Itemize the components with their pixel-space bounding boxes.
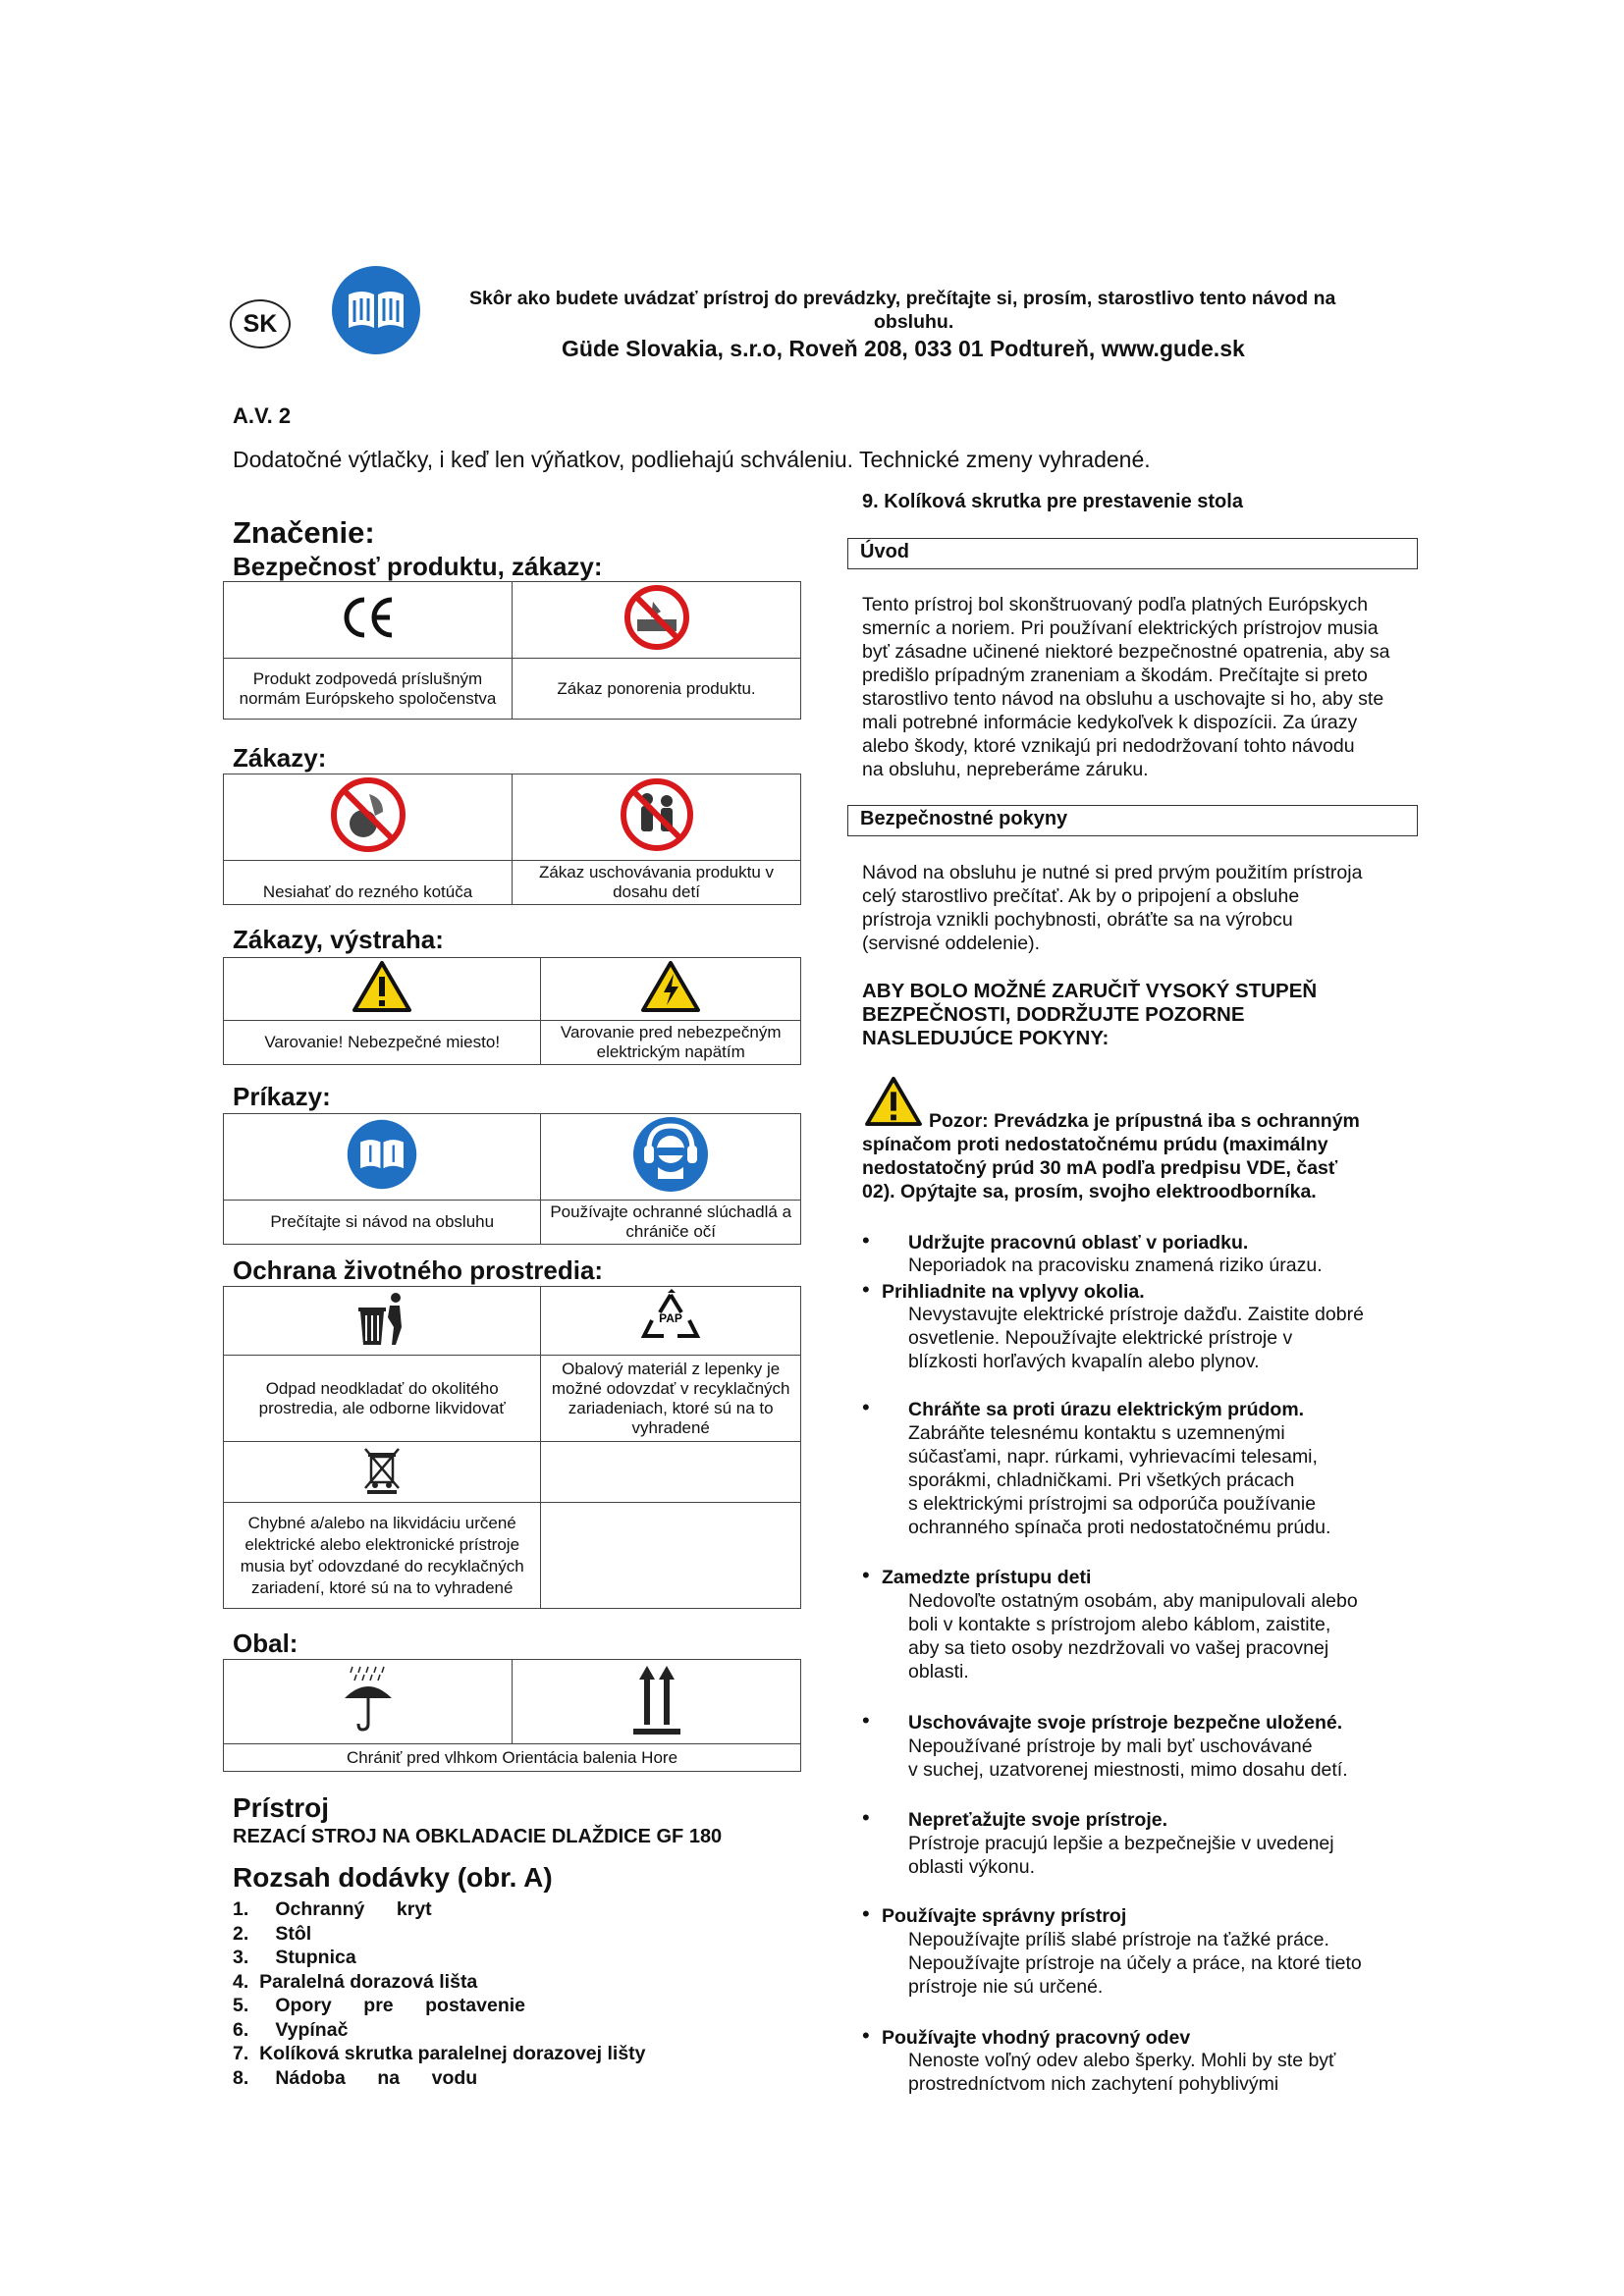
rule-title: Udržujte pracovnú oblasť v poriadku. [908, 1232, 1249, 1254]
no-touch-blade-icon [330, 776, 406, 853]
ce-label: Produkt zodpovedá príslušným normám Európskeho spoločenstva [224, 659, 513, 720]
read-cell [224, 1114, 541, 1201]
text-line: Neporiadok na pracovisku znamená riziko úrazu. [908, 1255, 1323, 1276]
text-line: predišlo prípadným zraneniam a škodám. Prečítajte si preto [862, 665, 1368, 686]
no-children-icon [620, 777, 694, 852]
header-company: Güde Slovakia, s.r.o, Roveň 208, 033 01 Podtureň, www.gude.sk [562, 336, 1245, 361]
heading-uvod: Úvod [847, 538, 1418, 569]
rule-title: Používajte vhodný pracovný odev [882, 2027, 1191, 2049]
item-9: 9. Kolíková skrutka pre prestavenie stola [862, 491, 1243, 512]
list-item: 4. Paralelná dorazová lišta [233, 1970, 478, 1993]
ear-label: Používajte ochranné slúchadlá a chrániče očí [541, 1201, 801, 1245]
text-line: Nepoužívajte prístroje na účely a práce, na ktoré tieto [908, 1952, 1362, 1974]
ce-cell [224, 582, 513, 659]
list-item: 6. Vypínač [233, 2018, 349, 2041]
weee-label: Chybné a/alebo na likvidáciu určené elektrické alebo elektronické prístroje musia byť odovzdané do recyklačných zariadení, ktoré sú na to vyhradené [224, 1503, 541, 1609]
lang-badge: SK [230, 299, 291, 348]
rule-title: Používajte správny prístroj [882, 1905, 1127, 1927]
intro-text: Dodatočné výtlačky, i keď len výňatkov, podliehajú schváleniu. Technické zmeny vyhradené. [233, 447, 1151, 472]
immersion-label: Zákaz ponorenia produktu. [513, 659, 801, 720]
bullet: • [862, 1395, 870, 1419]
bullet: • [862, 1805, 870, 1830]
text-line: Nevystavujte elektrické prístroje dažďu. Zaistite dobré [908, 1304, 1364, 1325]
table-product-safety [223, 581, 801, 720]
av-label: A.V. 2 [233, 403, 292, 428]
heading-zakazy: Zákazy: [233, 743, 327, 773]
litter-bin-icon [354, 1290, 409, 1347]
rule-text [908, 1832, 1334, 1879]
heading-bezpecnost: Bezpečnosť produktu, zákazy: [233, 552, 603, 581]
read-manual-icon [347, 1119, 417, 1190]
waste-cell [224, 1287, 541, 1356]
warn-danger-label: Varovanie! Nebezpečné miesto! [224, 1021, 541, 1065]
warn-voltage-cell [541, 958, 801, 1021]
ear-eye-protection-icon [632, 1116, 709, 1193]
bullet: • [862, 1901, 870, 1926]
device-name: REZACÍ STROJ NA OBKLADACIE DLAŽDICE GF 180 [233, 1826, 723, 1847]
rule-title: Zamedzte prístupu deti [882, 1567, 1092, 1588]
rule-text [908, 1735, 1348, 1782]
heading-znacenie: Značenie: [233, 515, 375, 550]
text-line: NASLEDUJÚCE POKYNY: [862, 1027, 1110, 1049]
text-line: Nepoužívajte príliš slabé prístroje na ťažké práce. [908, 1929, 1329, 1950]
text-line: Nepoužívané prístroje by mali byť uschovávané [908, 1735, 1313, 1757]
caps-notice [862, 980, 1317, 1050]
warn-danger-cell [224, 958, 541, 1021]
text-line: Nedovoľte ostatným osobám, aby manipulovali alebo [908, 1590, 1358, 1612]
bullet: • [862, 1708, 870, 1733]
children-cell [513, 774, 801, 861]
rule-text [908, 1254, 1323, 1277]
table-mandatory [223, 1113, 801, 1245]
text-line: blízkosti horľavých kvapalín alebo plynov. [908, 1351, 1260, 1372]
weee-cell [224, 1442, 541, 1503]
table-warnings [223, 957, 801, 1065]
text-line: s elektrickými prístrojmi sa odporúča používanie [908, 1493, 1317, 1515]
empty-cell-2 [541, 1503, 801, 1609]
heading-prikazy: Príkazy: [233, 1082, 331, 1111]
heading-obal: Obal: [233, 1629, 298, 1658]
recycle-pap-icon [638, 1289, 703, 1348]
pack-label: Chrániť pred vlhkom Orientácia balenia Hore [224, 1744, 801, 1772]
rule-title: Prihliadnite na vplyvy okolia. [882, 1281, 1145, 1303]
text-line: osvetlenie. Nepoužívajte elektrické prístroje v [908, 1327, 1293, 1349]
rule-title: Nepreťažujte svoje prístroje. [908, 1809, 1168, 1831]
header-line1: Skôr ako budete uvádzať prístroj do prevádzky, prečítajte si, prosím, starostlivo tento návod na [469, 288, 1336, 309]
bullet: • [862, 2023, 870, 2048]
text-line: starostlivo tento návod na obsluhu a uschovajte si ho, aby ste [862, 688, 1384, 710]
text-line: Pozor: Prevádzka je prípustná iba s ochranným [929, 1110, 1360, 1132]
rule-text [908, 1928, 1362, 1999]
pap-label: Obalový materiál z lepenky je možné odovzdať v recyklačných zariadeniach, ktoré sú na to vyhradené [541, 1356, 801, 1442]
header-line2: obsluhu. [874, 311, 954, 333]
text-line: Tento prístroj bol skonštruovaný podľa platných Európskych [862, 594, 1369, 615]
ear-cell [541, 1114, 801, 1201]
list-item: 3. Stupnica [233, 1947, 356, 1968]
text-line: aby sa tieto osoby nezdržovali vo vašej pracovnej [908, 1637, 1329, 1659]
text-line: ABY BOLO MOŽNÉ ZARUČIŤ VYSOKÝ STUPEŇ [862, 980, 1318, 1002]
heading-pristroj: Prístroj [233, 1792, 330, 1823]
bullet: • [862, 1563, 870, 1587]
rule-text [908, 2049, 1335, 2096]
text-line: prístroja vznikli pochybnosti, obráťte sa na výrobcu [862, 909, 1293, 931]
heading-rozsah: Rozsah dodávky (obr. A) [233, 1862, 553, 1893]
text-line: smerníc a noriem. Pri používaní elektrických prístrojov musia [862, 617, 1379, 639]
heading-vystraha: Zákazy, výstraha: [233, 925, 444, 954]
text-line: byť zásadne učinené niektoré bezpečnostné opatrenia, aby sa [862, 641, 1390, 663]
list-item: 7. Kolíková skrutka paralelnej dorazovej lišty [233, 2043, 646, 2064]
bullet: • [862, 1228, 870, 1253]
high-voltage-icon [640, 960, 701, 1013]
text-line: Návod na obsluhu je nutné si pred prvým použitím prístroja [862, 862, 1363, 883]
empty-cell [541, 1442, 801, 1503]
text-line: Prístroje pracujú lepšie a bezpečnejšie v uvedenej [908, 1833, 1334, 1854]
text-line: Nenoste voľný odev alebo šperky. Mohli by ste byť [908, 2050, 1336, 2071]
keep-dry-umbrella-icon [339, 1665, 398, 1734]
rule-text [908, 1421, 1330, 1539]
text-line: celý starostlivo prečítať. Ak by o pripojení a obsluhe [862, 885, 1300, 907]
text-line: oblasti výkonu. [908, 1856, 1035, 1878]
text-line: prostredníctvom nich zachytení pohyblivými [908, 2073, 1279, 2095]
rule-text [908, 1589, 1358, 1683]
text-line: BEZPEČNOSTI, DODRŽUJTE POZORNE [862, 1003, 1245, 1026]
blade-label: Nesiahať do rezného kotúča [224, 861, 513, 905]
pap-cell [541, 1287, 801, 1356]
text-line: (servisné oddelenie). [862, 933, 1041, 954]
this-way-up-cell [513, 1660, 801, 1744]
bezp-text [862, 861, 1362, 955]
text-line: na obsluhu, nepreberáme záruku. [862, 759, 1149, 780]
children-label: Zákaz uschovávania produktu v dosahu detí [513, 861, 801, 905]
text-line: sporákmi, chladničkami. Pri všetkých prácach [908, 1469, 1295, 1491]
table-packaging [223, 1659, 801, 1772]
text-line: oblasti. [908, 1661, 969, 1682]
table-environment [223, 1286, 801, 1609]
text-line: súčasťami, napr. rúrkami, vyhrievacími telesami, [908, 1446, 1318, 1468]
list-item: 8. Nádoba na vodu [233, 2066, 478, 2089]
text-line: Zabráňte telesnému kontaktu s uzemnenými [908, 1422, 1285, 1444]
umbrella-cell [224, 1660, 513, 1744]
text-line: nedostatočný prúd 30 mA podľa predpisu VDE, časť [862, 1157, 1338, 1179]
table-prohibitions [223, 774, 801, 905]
crossed-bin-icon [361, 1445, 403, 1494]
text-line: mali potrebné informácie kedykoľvek k dispozícii. Za úrazy [862, 712, 1358, 733]
immersion-cell [513, 582, 801, 659]
read-label: Prečítajte si návod na obsluhu [224, 1201, 541, 1245]
this-way-up-icon [629, 1662, 684, 1736]
read-manual-icon [331, 265, 421, 355]
list-item: 5. Opory pre postavenie [233, 1995, 526, 2016]
rule-title: Chráňte sa proti úrazu elektrickým prúdom. [908, 1399, 1305, 1420]
rule-title: Uschovávajte svoje prístroje bezpečne uložené. [908, 1712, 1343, 1734]
delivery-list [233, 1897, 646, 2090]
blade-cell [224, 774, 513, 861]
text-line: ochranného spínača proti nedostatočnému prúdu. [908, 1517, 1331, 1538]
list-item: 1. Ochranný kryt [233, 1898, 432, 1920]
warning-triangle-icon [352, 960, 412, 1013]
text-line: spínačom proti nedostatočnému prúdu (maximálny [862, 1134, 1328, 1155]
ce-mark-icon [339, 594, 398, 641]
rule-text [908, 1303, 1364, 1373]
heading-bezpecnostne-pokyny: Bezpečnostné pokyny [847, 805, 1418, 836]
text-line: v suchej, uzatvorenej miestnosti, mimo dosahu detí. [908, 1759, 1348, 1781]
bullet: • [862, 1277, 870, 1302]
warn-voltage-label: Varovanie pred nebezpečným elektrickým napätím [541, 1021, 801, 1065]
waste-label: Odpad neodkladať do okolitého prostredia, ale odborne likvidovať [224, 1356, 541, 1442]
no-immersion-icon [623, 584, 690, 651]
pap-icon-text: PAP [659, 1311, 683, 1325]
text-line: prístroje nie sú určené. [908, 1976, 1104, 1998]
text-line: alebo škody, ktoré vznikajú pri nedodržovaní tohto návodu [862, 735, 1355, 757]
pozor-text [862, 1109, 1360, 1203]
text-line: 02). Opýtajte sa, prosím, svojho elektroodborníka. [862, 1181, 1317, 1202]
uvod-text [862, 593, 1389, 781]
text-line: boli v kontakte s prístrojom alebo káblom, zaistite, [908, 1614, 1331, 1635]
list-item: 2. Stôl [233, 1922, 312, 1945]
heading-ochrana: Ochrana životného prostredia: [233, 1255, 604, 1285]
